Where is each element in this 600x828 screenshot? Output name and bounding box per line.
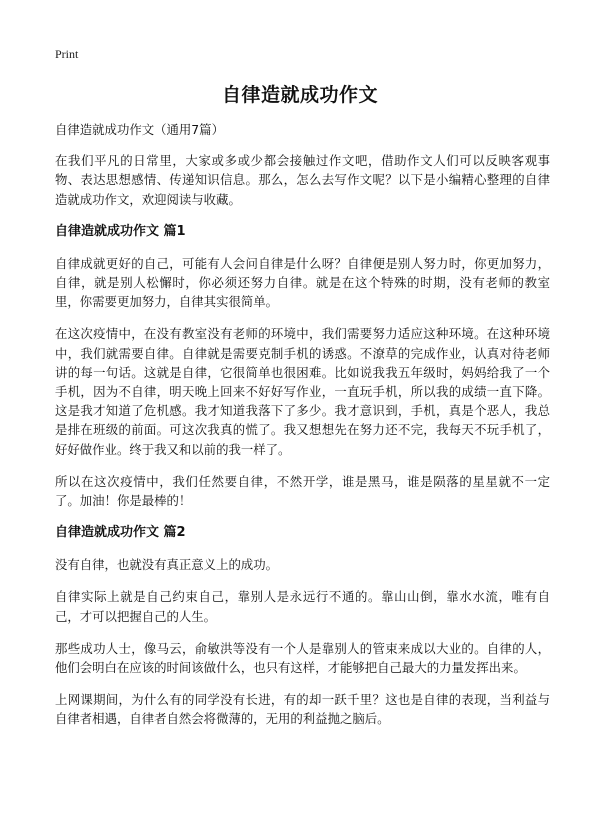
section-heading: 自律造就成功作文 篇1 (55, 223, 186, 239)
section-heading: 自律造就成功作文 篇2 (55, 525, 186, 541)
article-body (55, 120, 550, 742)
paragraph: 没有自律，也就没有真正意义上的成功。 (55, 557, 279, 573)
paragraph: 上网课期间，为什么有的同学没有长进，有的却一跃千里？这也是自律的表现，当利益与自律者相遇，自律者自然会将微薄的，无用的利益抛之脑后。 (55, 692, 550, 727)
paragraph: 那些成功人士，像马云，俞敏洪等没有一个人是靠别人的管束来成以大业的。自律的人，他们会明白在应该的时间该做什么，也只有这样，才能够把自己最大的力量发挥出来。 (55, 640, 550, 676)
paragraph: 自律实际上就是自己约束自己，靠别人是永远行不通的。靠山山倒，靠水水流，唯有自己，才可以把握自己的人生。 (55, 589, 550, 624)
paragraph: 所以在这次疫情中，我们任然要自律，不然开学，谁是黑马，谁是陨落的星星就不一定了。加油！你是最棒的！ (55, 473, 550, 509)
paragraph: 自律成就更好的自己，可能有人会问自律是什么呀？自律便是别人努力时，你更加努力，自律，就是别人松懈时，你必须还努力自律。就是在这个特殊的时期，没有老师的教室里，你需要更加努力，自律其实很简单。 (55, 255, 550, 310)
intro-paragraph: 在我们平凡的日常里，大家或多或少都会接触过作文吧，借助作文人们可以反映客观事物、表达思想感情、传递知识信息。那么，怎么去写作文呢？以下是小编精心整理的自律造就成功作文，欢迎阅读与收藏。 (55, 153, 550, 207)
print-link[interactable]: Print (55, 47, 79, 61)
page-title: 自律造就成功作文 (221, 84, 378, 106)
paragraph: 在这次疫情中，在没有教室没有老师的环境中，我们需要努力适应这种环境。在这种环境中，我们就需要自律。自律就是需要克制手机的诱惑。不潦草的完成作业，认真对待老师讲的每一句话。这就是自律，它很简单也很困难。比如说我我五年级时，妈妈给我了一个手机，因为不自律，明天晚上回来不好好写作业，一直玩手机，所以我的成绩一直下降。这是我才知道了危机感。我才知道我落下了多少。我才意识到，手机，真是个恶人，我总是排在班级的前面。可这次我真的慌了。我又想想先在努力还不完，我每天不玩手机了，好好做作业。终于我又和以前的我一样了。 (55, 326, 550, 457)
article-subtitle: 自律造就成功作文（通用7篇） (55, 122, 224, 137)
